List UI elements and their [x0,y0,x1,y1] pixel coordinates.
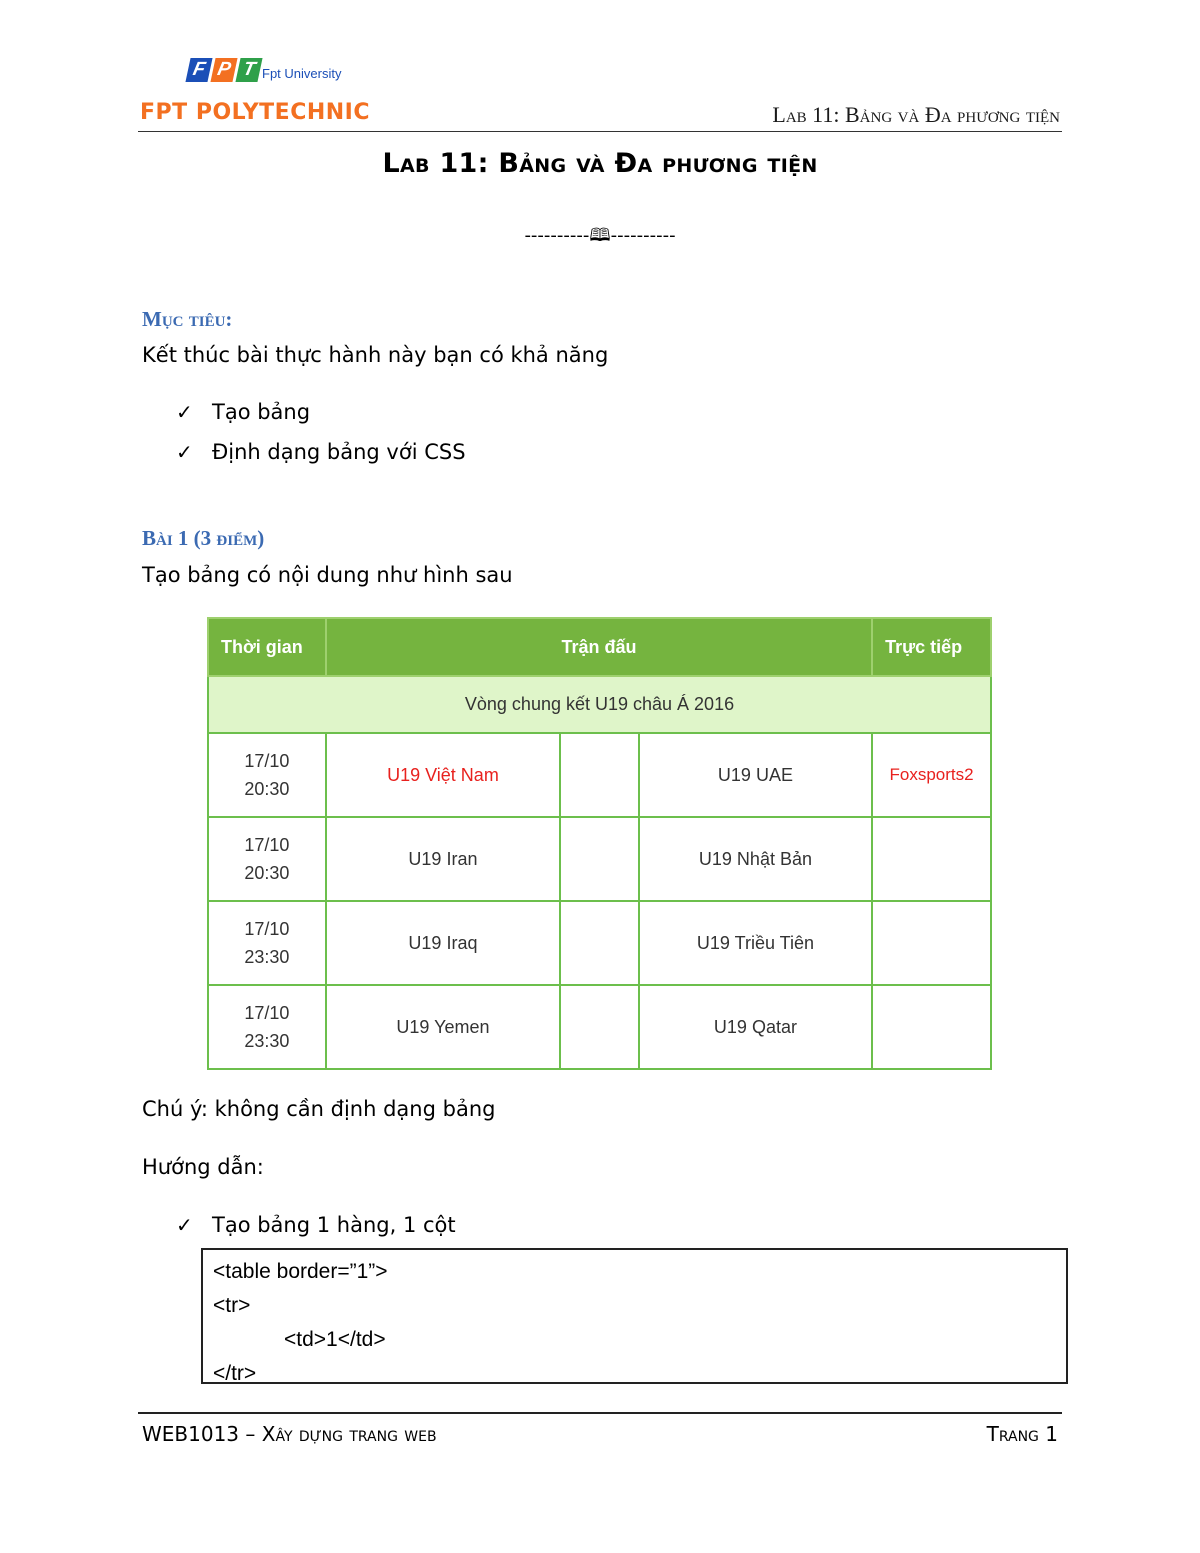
code-sample [201,1248,1068,1384]
check-icon: ✓ [176,400,193,424]
team2-cell: U19 Triều Tiên [639,901,872,985]
match-date: 17/10 [244,835,290,855]
match-time-cell [208,901,326,985]
team2-cell: U19 Nhật Bản [639,817,872,901]
team2-cell: U19 Qatar [639,985,872,1069]
match-date: 17/10 [244,751,290,771]
match-time-cell [208,733,326,817]
fpt-logo [188,58,260,82]
team1-cell: U19 Việt Nam [326,733,560,817]
code-line: <tr> [213,1294,251,1317]
table-group-row [208,676,991,733]
code-line: <table border=”1”> [213,1260,388,1283]
match-hour: 23:30 [244,1031,290,1051]
match-schedule-table [207,617,992,1070]
group-title: Vòng chung kết U19 châu Á 2016 [208,676,991,733]
logo-letter-p: P [210,58,237,82]
guide-label: Hướng dẫn: [142,1155,264,1179]
match-hour: 20:30 [244,779,290,799]
footer-course [142,1422,437,1446]
code-line: <td>1</td> [284,1328,386,1351]
team2-cell: U19 UAE [639,733,872,817]
header-time: Thời gian [208,618,326,676]
channel-cell [872,901,991,985]
course-name: – Xây dựng trang web [239,1422,437,1446]
objective-item-text: Tạo bảng [212,400,311,424]
match-time-cell [208,817,326,901]
running-title: Lab 11: Bảng và Đa phương tiện [772,102,1060,127]
logo-university-text: Fpt University [262,66,342,81]
team1-cell: U19 Iraq [326,901,560,985]
score-cell [560,817,639,901]
match-date: 17/10 [244,1003,290,1023]
exercise1-heading: Bài 1 (3 điểm) [142,526,265,550]
objective-item [176,440,466,464]
objective-item [176,400,310,424]
guide-item [176,1213,456,1237]
score-cell [560,901,639,985]
check-icon: ✓ [176,1213,193,1237]
course-code: WEB1013 [142,1422,240,1446]
match-hour: 23:30 [244,947,290,967]
team1-cell: U19 Yemen [326,985,560,1069]
objective-item-text: Định dạng bảng với CSS [212,440,466,464]
channel-cell: Foxsports2 [872,733,991,817]
footer-divider [138,1412,1062,1414]
channel-cell [872,817,991,901]
table-row [208,817,991,901]
team1-cell: U19 Iran [326,817,560,901]
page-title: Lab 11: Bảng và Đa phương tiện [382,148,818,179]
objective-heading: Mục tiêu: [142,307,233,331]
table-row [208,985,991,1069]
logo-letter-f: F [185,58,212,82]
title-separator: ----------🕮---------- [524,225,676,246]
header-live: Trực tiếp [872,618,991,676]
objective-intro: Kết thúc bài thực hành này bạn có khả năng [142,343,609,367]
check-icon: ✓ [176,440,193,464]
score-cell [560,985,639,1069]
match-hour: 20:30 [244,863,290,883]
exercise1-instruction: Tạo bảng có nội dung như hình sau [142,563,513,587]
table-row [208,733,991,817]
brand-name: FPT POLYTECHNIC [140,100,371,125]
note-text: Chú ý: không cần định dạng bảng [142,1097,496,1121]
header-divider [138,131,1062,132]
code-line: </tr> [213,1362,257,1385]
match-date: 17/10 [244,919,290,939]
header-match: Trận đấu [326,618,872,676]
guide-item-text: Tạo bảng 1 hàng, 1 cột [212,1213,456,1237]
page-label: Trang [986,1422,1039,1446]
table-row [208,901,991,985]
match-time-cell [208,985,326,1069]
footer-page [987,1422,1058,1446]
page-number: 1 [1045,1422,1058,1446]
score-cell [560,733,639,817]
logo-letter-t: T [235,58,262,82]
table-header-row [208,618,991,676]
channel-cell [872,985,991,1069]
